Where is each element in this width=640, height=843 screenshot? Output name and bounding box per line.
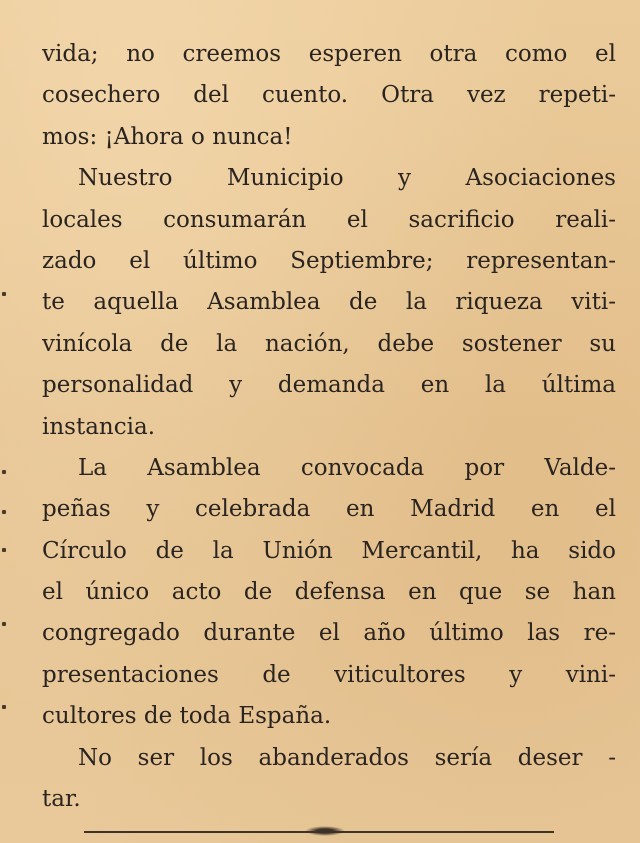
text-line: congregado durante el año último las re- bbox=[42, 620, 616, 647]
text-line: Círculo de la Unión Mercantil, ha sido bbox=[42, 537, 616, 564]
left-margin-marks bbox=[0, 0, 12, 843]
paragraph bbox=[42, 738, 616, 821]
text-line: cultores de toda España. bbox=[42, 703, 332, 730]
text-line: el único acto de defensa en que se han bbox=[42, 579, 616, 606]
text-line: zado el último Septiembre; representan- bbox=[42, 247, 616, 274]
text-line: mos: ¡Ahora o nunca! bbox=[42, 123, 293, 150]
text-line: locales consumarán el sacrificio reali- bbox=[42, 206, 616, 233]
paragraph bbox=[42, 34, 616, 158]
text-line: te aquella Asamblea de la riqueza viti- bbox=[42, 289, 616, 316]
text-line: vida; no creemos esperen otra como el bbox=[42, 41, 616, 67]
article-text-column bbox=[42, 34, 616, 820]
paragraph bbox=[42, 158, 616, 448]
text-line: instancia. bbox=[42, 413, 156, 440]
text-line: peñas y celebrada en Madrid en el bbox=[42, 496, 616, 523]
text-line: Nuestro Municipio y Asociaciones bbox=[78, 165, 616, 192]
text-line: La Asamblea convocada por Valde- bbox=[78, 454, 616, 481]
text-line: tar. bbox=[42, 786, 81, 813]
text-line: vinícola de la nación, debe sostener su bbox=[42, 330, 616, 357]
paragraph bbox=[42, 448, 616, 738]
divider-ornament-icon bbox=[305, 826, 345, 836]
bleed-through-header bbox=[40, 0, 600, 32]
text-line: cosechero del cuento. Otra vez repeti- bbox=[42, 82, 616, 109]
text-line: No ser los abanderados sería deser - bbox=[78, 744, 616, 771]
text-line: presentaciones de viticultores y vini- bbox=[42, 661, 616, 688]
text-line: personalidad y demanda en la última bbox=[42, 372, 616, 399]
